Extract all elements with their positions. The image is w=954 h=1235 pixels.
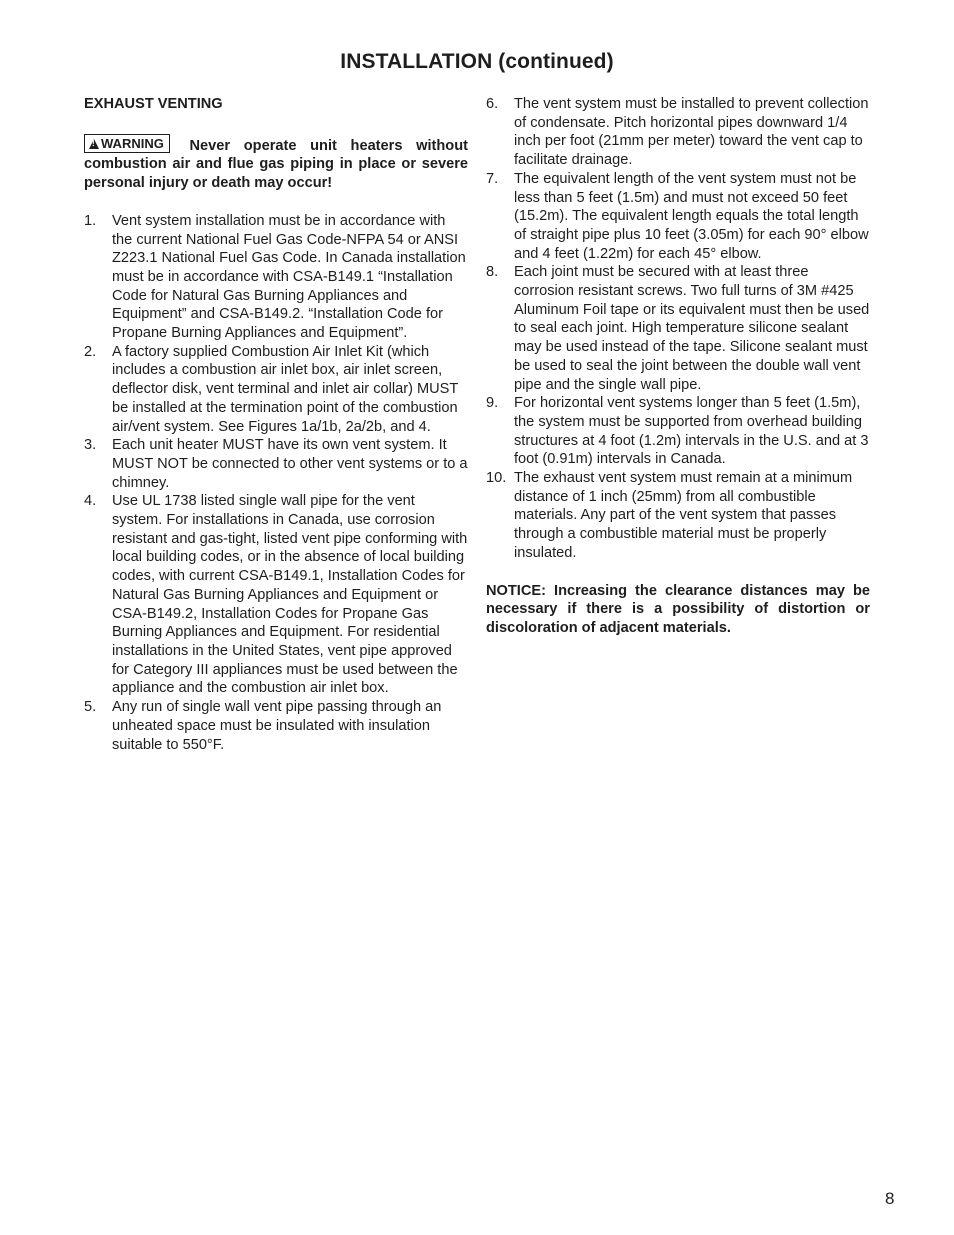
list-item xyxy=(486,95,870,170)
warning-text: Never operate unit heaters without combustion air and flue gas piping in place or severe personal injury or death may occur! xyxy=(84,137,468,192)
item-text: Any run of single wall vent pipe passing through an unheated space must be insulated with insulation suitable to 550°F. xyxy=(112,699,442,753)
list-item xyxy=(84,343,468,437)
item-number: 3. xyxy=(84,437,97,454)
item-text: Each joint must be secured with at least three corrosion resistant screws. Two full turns of 3M #425 Aluminum Foil tape or its equivalent must then be used to seal each joint. High temperature silicone sealant may be used instead of the tape. Silicone sealant must be used to seal the joint between the double wall vent pipe and the single wall pipe. xyxy=(514,264,870,393)
item-number: 6. xyxy=(486,96,499,112)
item-text: Use UL 1738 listed single wall pipe for the vent system. For installations in Canada, use corrosion resistant and gas-tight, listed vent pipe conforming with local building codes, or in the absence of local building codes, with current CSA-B149.1, Installation Codes for Natural Gas Burning Appliances and Equipment or CSA-B149.2, Installation Codes for Propane Gas Burning Appliances and Equipment. For residential installations in the United States, vent pipe approved for Category III appliances must be used between the appliance and the combustion air inlet box. xyxy=(112,493,468,697)
item-number: 1. xyxy=(84,212,97,229)
item-text: For horizontal vent systems longer than 5 feet (1.5m), the system must be supported from overhead building structures at 4 foot (1.2m) intervals in the U.S. and at 3 foot (0.91m) intervals in Canada. xyxy=(514,395,869,468)
item-text: The equivalent length of the vent system must not be less than 5 feet (1.5m) and must not exceed 50 feet (15.2m). The equivalent length equals the total length of straight pipe plus 10 feet (3.05m) for each 90° elbow and 4 feet (1.22m) for each 45° elbow. xyxy=(514,170,869,262)
item-number: 7. xyxy=(486,170,499,187)
notice-text: NOTICE: Increasing the clearance distances may be necessary if there is a possibility of distortion or discoloration of adjacent materials. xyxy=(486,582,870,636)
item-number: 9. xyxy=(486,395,499,412)
item-text: A factory supplied Combustion Air Inlet Kit (which includes a combustion air inlet box, air inlet screen, deflector disk, vent terminal and inlet air collar) MUST be installed at the termination point of the combustion air/vent system. See Figures 1a/1b, 2a/2b, and 4. xyxy=(112,343,459,435)
item-text: The exhaust vent system must remain at a minimum distance of 1 inch (25mm) from all combustible materials. Any part of the vent system that passes through a combustible material must be properly insulated. xyxy=(514,470,853,561)
page-title: INSTALLATION (continued) xyxy=(340,50,614,73)
list-item xyxy=(486,469,870,563)
item-number: 5. xyxy=(84,699,97,716)
left-step-list xyxy=(84,212,468,754)
warning-triangle-icon xyxy=(89,139,99,149)
item-number: 4. xyxy=(84,493,97,510)
warning-block xyxy=(84,134,468,193)
item-number: 2. xyxy=(84,343,97,360)
list-item xyxy=(84,212,468,343)
list-item xyxy=(486,170,870,264)
list-item xyxy=(486,394,870,469)
list-item xyxy=(84,698,468,754)
list-item xyxy=(84,436,468,492)
left-column xyxy=(84,95,468,754)
right-step-list xyxy=(486,95,870,563)
item-text: Vent system installation must be in accordance with the current National Fuel Gas Code-NFPA 54 or ANSI Z223.1 National Fuel Gas Code. In Canada installation must be in accordance with CSA-B149.1 “Installation Code for Natural Gas Burning Appliances and Equipment” and CSA-B149.2. “Installation Code for Propane Burning Appliances and Equipment”. xyxy=(112,212,466,342)
item-number: 8. xyxy=(486,264,499,281)
right-column xyxy=(486,95,870,638)
list-item xyxy=(84,492,468,698)
warning-badge xyxy=(84,134,170,153)
page-number: 8 xyxy=(885,1189,895,1208)
item-text: The vent system must be installed to prevent collection of condensate. Pitch horizontal pipes downward 1/4 inch per foot (21mm per meter) toward the vent cap to facilitate drainage. xyxy=(514,96,869,169)
item-text: Each unit heater MUST have its own vent system. It MUST NOT be connected to other vent systems or to a chimney. xyxy=(112,437,468,491)
item-number: 10. xyxy=(486,470,507,487)
list-item xyxy=(486,263,870,394)
section-heading: EXHAUST VENTING xyxy=(84,96,223,112)
warning-badge-label: WARNING xyxy=(101,135,164,151)
